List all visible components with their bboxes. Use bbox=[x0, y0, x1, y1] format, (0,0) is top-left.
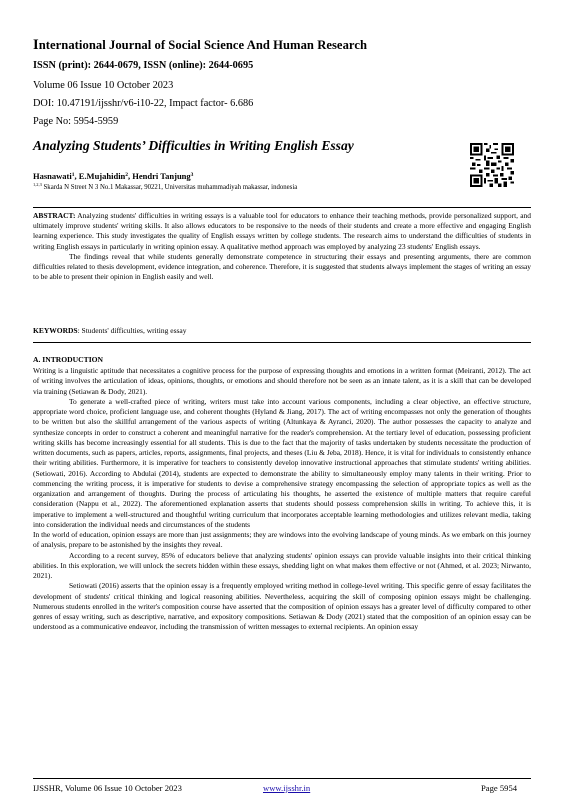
body-text bbox=[33, 366, 531, 633]
body-paragraph: In the world of education, opinion essays are more than just assignments; they are windows into the evolving landscape of young minds. As we embark on this journey of analysis, prepare to be astonished by the insights they reveal. bbox=[33, 530, 531, 550]
footer-journal-info: IJSSHR, Volume 06 Issue 10 October 2023 bbox=[33, 783, 182, 793]
abstract-label: ABSTRACT: bbox=[33, 211, 76, 220]
page-number-line: Page No: 5954-5959 bbox=[33, 116, 119, 127]
body-paragraph: According to a recent survey, 85% of educators believe that analyzing students' opinion essays can provide valuable insights into their critical thinking abilities. In this exploration, we will unlock the secrets hidden within these essays, shedding light on what makes them effective or not (Ahmed, et al. 2023; Nirwanto, 2021). bbox=[33, 550, 531, 580]
author-separator: , bbox=[128, 171, 133, 181]
abstract-paragraph: The findings reveal that while students generally demonstrate competence in structuring their essays and presenting arguments, there are common difficulties related to thesis development, evidence integration, and coherence. Therefore, it is suggested that students always implement the stages of writing an essay to be able to present their opinion in English easily and well. bbox=[33, 251, 531, 282]
author-affiliation-mark: 1 bbox=[71, 172, 75, 178]
author-name: E.Mujahidin bbox=[78, 171, 126, 181]
footer-divider bbox=[33, 778, 531, 779]
affiliation-mark: 1,2,3 bbox=[33, 182, 42, 187]
journal-title bbox=[33, 37, 533, 54]
divider bbox=[33, 342, 531, 343]
footer-page-number: Page 5954 bbox=[481, 783, 518, 793]
issn-line: ISSN (print): 2644-0679, ISSN (online): 2644-0695 bbox=[33, 60, 254, 71]
affiliation-text: Skarda N Street N 3 No.1 Makassar, 90221, Universitas muhammadiyah makassar, indonesia bbox=[41, 184, 298, 191]
keywords-label: KEYWORDS bbox=[33, 326, 78, 335]
author-name: Hasnawati bbox=[33, 171, 72, 181]
body-paragraph: Setiowati (2016) asserts that the opinion essay is a frequently employed writing method in college-level writing. This specific genre of essay facilitates the development of students' critical thinking and logical reasoning abilities. Nevertheless, acquiring the skill of composing opinion essays might be challenging. Numerous students enrolled in the writer's composition course have asserted that the composition of opinion essays has a greater level of difficulty compared to other genres of essay writing, such as descriptive, narrative, and expository compositions. Setiawan & Dody (2021) stated that the composition of an opinion essay can be understood as a communicative endeavor, including the transmission of written messages to external recipients. An opinion essay bbox=[33, 581, 531, 632]
footer-website-link[interactable]: www.ijsshr.in bbox=[263, 783, 311, 793]
author-affiliation-mark: 2 bbox=[125, 172, 129, 178]
qr-code-icon bbox=[470, 143, 514, 187]
abstract bbox=[33, 211, 531, 282]
divider bbox=[33, 207, 531, 208]
author-name: Hendri Tanjung bbox=[132, 171, 191, 181]
journal-title-rest: nternational Journal of Social Science And Human Research bbox=[38, 38, 368, 52]
journal-title-initial: I bbox=[33, 37, 39, 53]
abstract-paragraph: Analyzing students' difficulties in writing essays is a valuable tool for educators to enhance their teaching methods, provide personalized support, and ultimately improve students' writing skills. It also allows educators to be responsive to the needs of their students and create a more effective and engaging English learning experience. This study investigates the quality of English essays written by college students. The research aims to understand the difficulties of students in writing English essays in particularly in writing opinion essay. A qualitative method approach was employed by analyzing 23 students' English essays. bbox=[33, 211, 531, 251]
doi-line: DOI: 10.47191/ijsshr/v6-i10-22, Impact factor- 6.686 bbox=[33, 98, 254, 109]
body-paragraph: To generate a well-crafted piece of writing, writers must take into account various components, including a clear objective, an effective structure, appropriate word choice, proficient language use, and coherent thoughts (Hyland & Jiang, 2017). The act of writing encompasses not only the generation of thoughts to be written but also the skillful arrangement of the various aspects of writing (Altunkaya & Ayranci, 2020). The author possesses the capacity to analyze and synthesize concepts in order to construct a coherent and meaningful narrative for the reader's comprehension. At the tertiary level of education, possessing proficient writing skills has become increasingly essential for all students. This is due to the fact that the majority of tasks undertaken by students necessitate the production of written documents, such as papers, articles, reports, assignments, final projects, and theses (Liu & Jeba, 2018). Hence, it is vital for individuals to consistently enhance their writing abilities. Furthermore, it is imperative for teachers to consistently develop innovative instructional approaches that stimulate students' writing abilities. (Setiowati, 2016). According to Abdulai (2014), students are expected to demonstrate the ability to simultaneously employ many talents in their writing. Prior to commencing the writing process, it is imperative for students to devise a comprehensive strategy encompassing the selection of appropriate topics as well as the organization and arrangement of thoughts. During the process of articulating his thoughts, he asserted the existence of multiple matters that require careful consideration (Nappu et al., 2022). The aforementioned explanation asserts that students should possess comprehension skills in writing. To achieve this, it is imperative to implement a well-structured and thoughtful writing curriculum that incorporates acceptable learning methodologies and utilizes relevant media, taking into consideration the individual needs and circumstances of the students bbox=[33, 396, 531, 529]
keywords-text: : Students' difficulties, writing essay bbox=[77, 326, 187, 335]
author-separator: , bbox=[74, 171, 79, 181]
affiliation bbox=[33, 184, 297, 191]
author-affiliation-mark: 3 bbox=[190, 172, 194, 178]
section-heading: A. INTRODUCTION bbox=[33, 355, 104, 364]
body-paragraph: Writing is a linguistic aptitude that necessitates a cognitive process for the purpose of expressing thoughts and emotions in a written format (Meiranti, 2012). The act of writing involves the articulation of ideas, opinions, thoughts, or emotions and should therefore not be seen as an innate talent, as it is a skill that can be developed via training (Setiawan & Dody, 2021). bbox=[33, 366, 531, 396]
keywords bbox=[33, 326, 187, 335]
author-list bbox=[33, 171, 193, 181]
paper-title: Analyzing Students’ Difficulties in Writing English Essay bbox=[33, 138, 354, 153]
volume-line: Volume 06 Issue 10 October 2023 bbox=[33, 80, 174, 91]
